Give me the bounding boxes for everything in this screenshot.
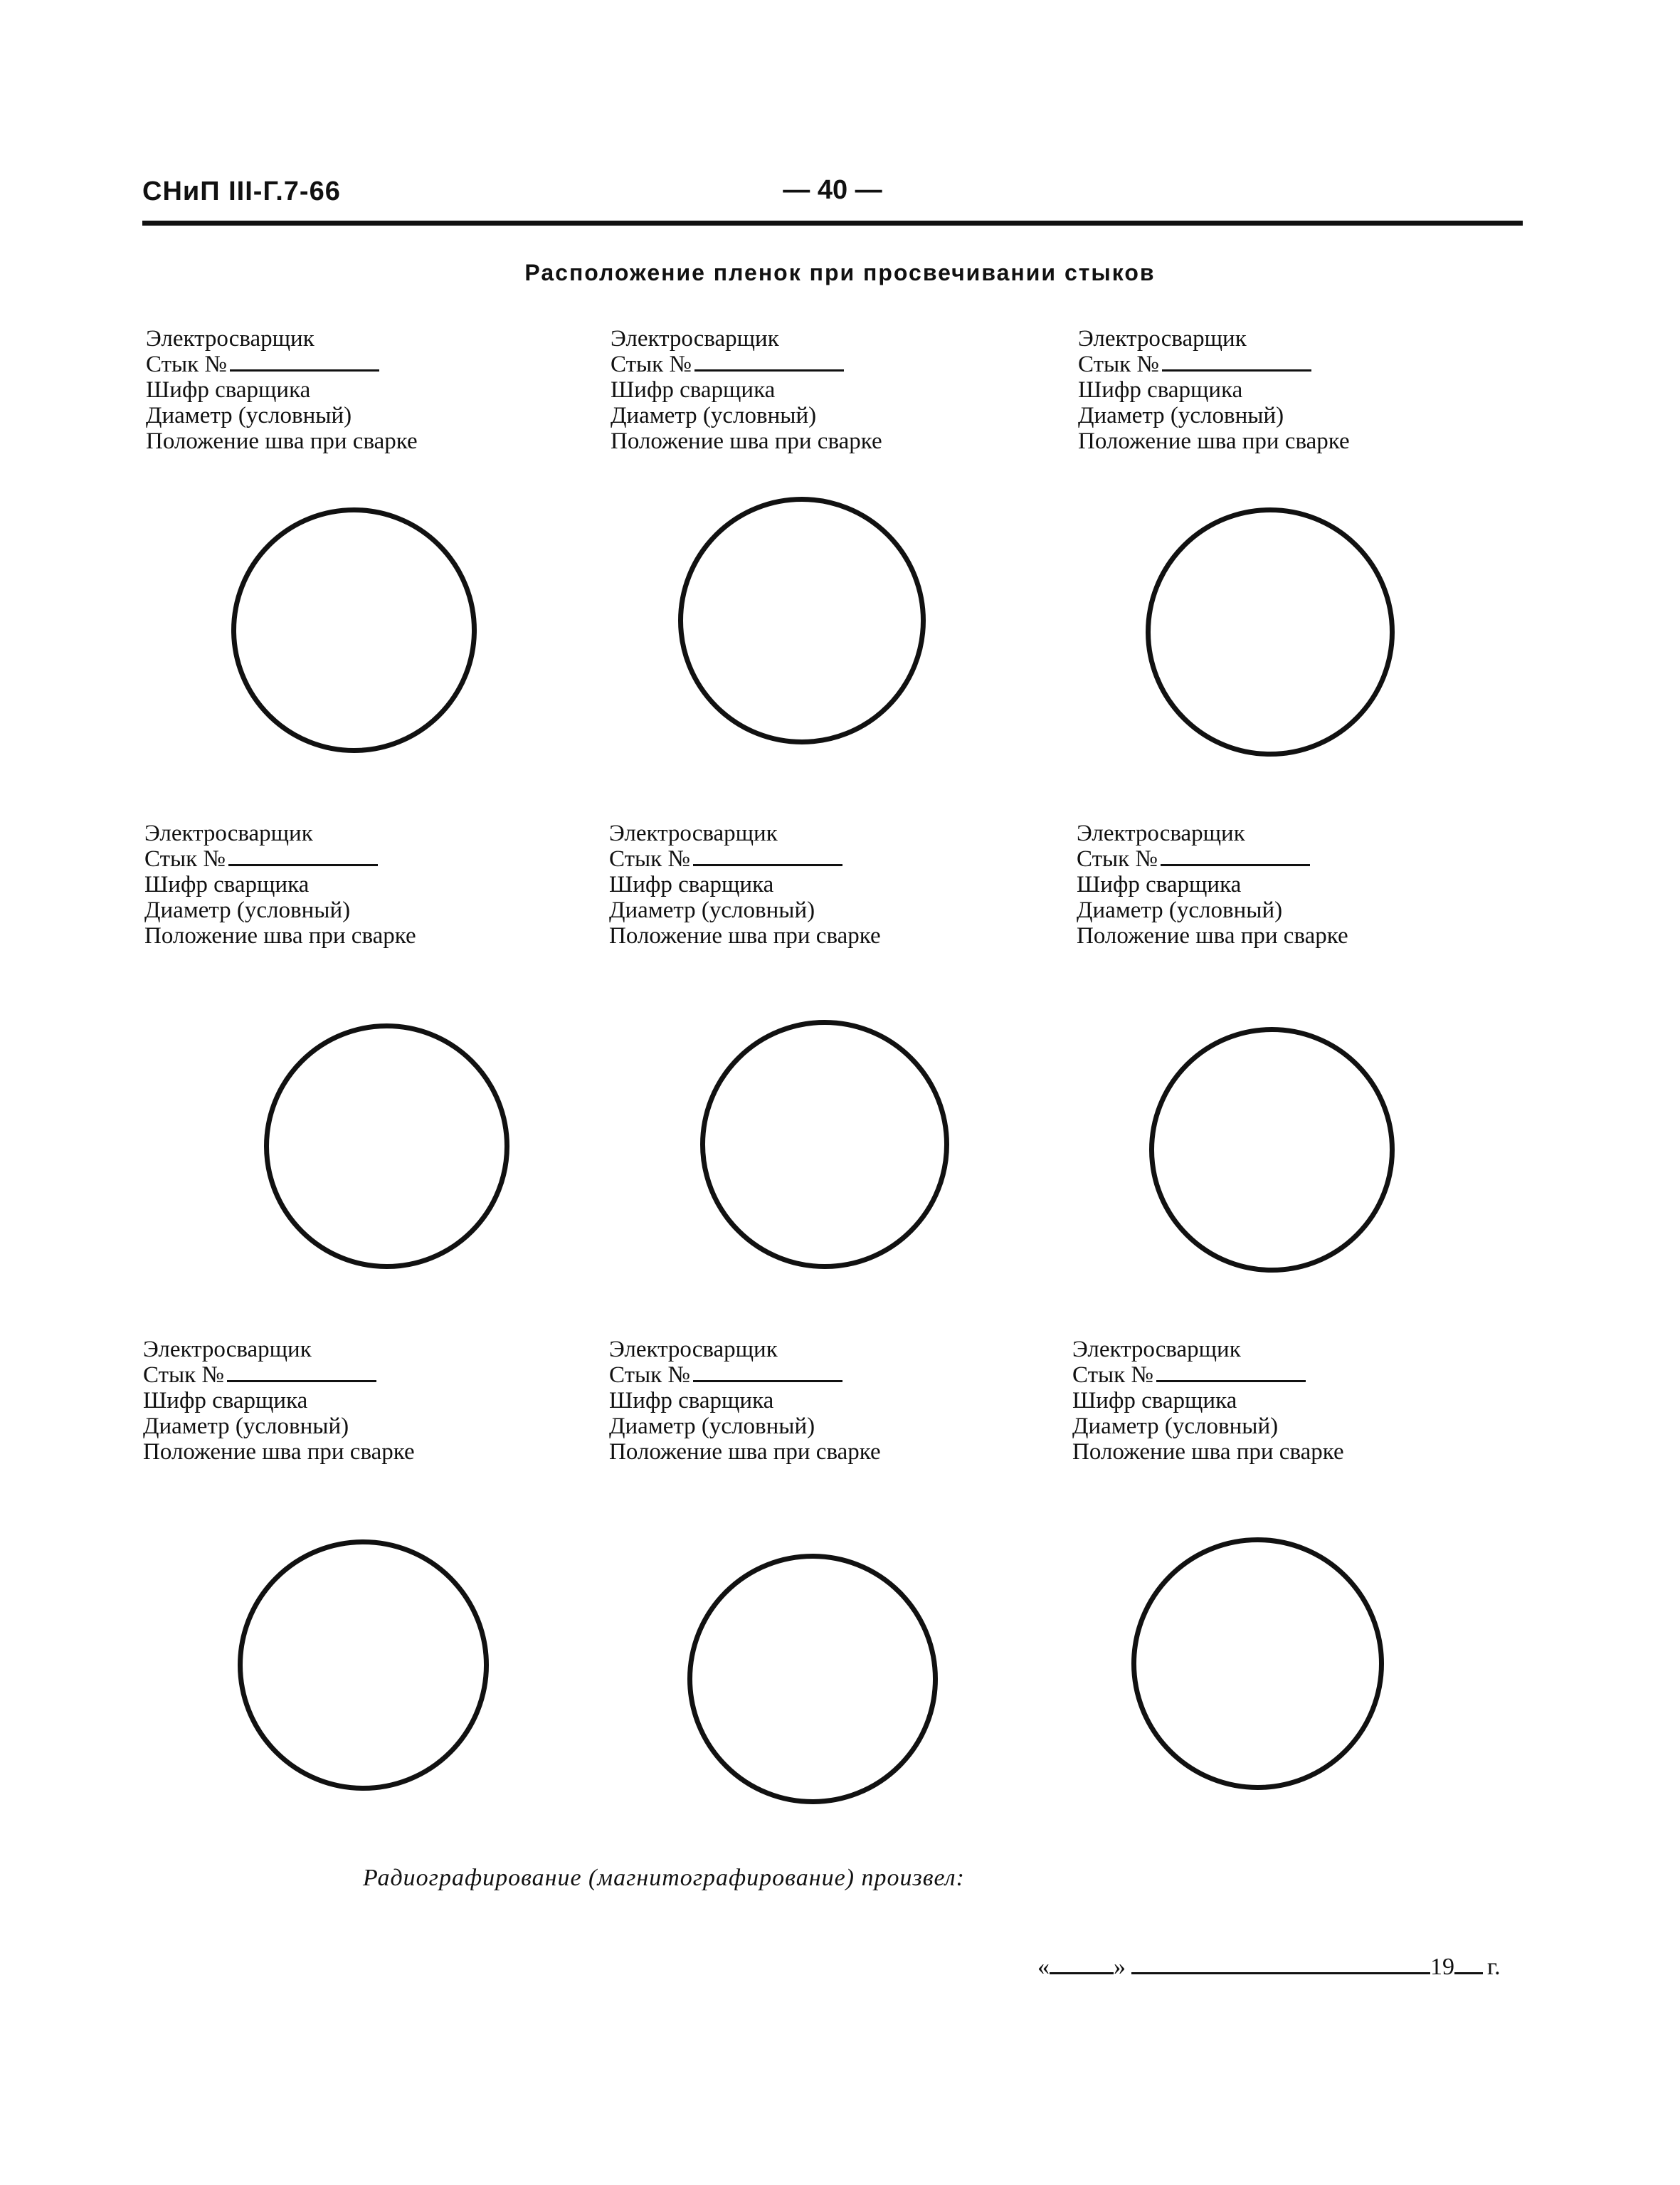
joint-number-label: Стык № [146,352,227,377]
joint-number-field[interactable] [230,352,379,372]
quote-close: » [1114,1954,1126,1980]
weld-position-label: Положение шва при сварке [1072,1439,1344,1465]
radiography-signature-label: Радиографирование (магнитографирование) произвел: [363,1865,965,1891]
weld-position-label: Положение шва при сварке [1078,428,1350,454]
year-prefix: 19 [1430,1954,1454,1980]
welder-cipher-label: Шифр сварщика [1077,872,1242,897]
joint-number-field[interactable] [693,847,842,866]
joint-number-label: Стык № [1072,1362,1153,1388]
joint-form-6 [1077,821,1475,1333]
joint-number-label: Стык № [143,1362,224,1388]
joint-number-label: Стык № [611,352,692,377]
joint-form-fields [609,1337,1008,1465]
welder-label: Электросварщик [1072,1337,1241,1362]
month-field[interactable] [1131,1954,1430,1974]
header-rule [142,221,1523,226]
welder-cipher-label: Шифр сварщика [1078,377,1243,403]
joint-number-row [1077,846,1475,872]
joint-form-2 [611,326,1009,838]
joint-form-fields [1077,821,1475,949]
joint-form-fields [1072,1337,1471,1465]
welder-cipher-label: Шифр сварщика [611,377,776,403]
joint-circle [238,1539,489,1791]
weld-position-label: Положение шва при сварке [609,923,881,949]
diameter-label: Диаметр (условный) [609,897,815,923]
joint-number-row [143,1362,541,1388]
joint-number-label: Стык № [1077,846,1158,872]
year-field[interactable] [1454,1954,1483,1974]
joint-circle [1149,1027,1395,1273]
diameter-label: Диаметр (условный) [143,1413,349,1439]
joint-circle [687,1554,938,1804]
welder-cipher-label: Шифр сварщика [146,377,311,403]
welder-label: Электросварщик [146,326,315,352]
joint-number-row [146,352,544,377]
joint-number-label: Стык № [144,846,226,872]
joint-form-fields [611,326,1009,454]
welder-cipher-label: Шифр сварщика [609,1388,774,1413]
welder-cipher-label: Шифр сварщика [143,1388,308,1413]
quote-open: « [1037,1954,1050,1980]
welder-cipher-label: Шифр сварщика [144,872,310,897]
joint-number-row [1078,352,1476,377]
joint-form-fields [146,326,544,454]
joint-number-row [144,846,543,872]
diameter-label: Диаметр (условный) [146,403,352,428]
welder-label: Электросварщик [609,821,778,846]
joint-number-row [611,352,1009,377]
diameter-label: Диаметр (условный) [609,1413,815,1439]
page-number: — 40 — [783,175,882,205]
joint-form-fields [609,821,1008,949]
joint-number-field[interactable] [228,847,378,866]
welder-cipher-label: Шифр сварщика [609,872,774,897]
joint-number-row [609,1362,1008,1388]
joint-form-8 [609,1337,1008,1849]
joint-number-field[interactable] [1161,847,1310,866]
joint-form-fields [143,1337,541,1465]
joint-form-1 [146,326,544,838]
joint-number-field[interactable] [693,1363,842,1382]
joint-form-9 [1072,1337,1471,1849]
welder-label: Электросварщик [144,821,313,846]
joint-number-row [609,846,1008,872]
joint-circle [678,497,926,744]
diameter-label: Диаметр (условный) [1072,1413,1279,1439]
date-line [1037,1954,1501,1981]
diameter-label: Диаметр (условный) [1078,403,1284,428]
weld-position-label: Положение шва при сварке [611,428,882,454]
joint-form-5 [609,821,1008,1333]
diameter-label: Диаметр (условный) [1077,897,1283,923]
joint-form-4 [144,821,543,1333]
joint-circle [700,1020,949,1269]
joint-circle [264,1023,509,1269]
joint-number-field[interactable] [1162,352,1311,372]
welder-label: Электросварщик [1078,326,1247,352]
weld-position-label: Положение шва при сварке [146,428,418,454]
joint-form-7 [143,1337,541,1849]
joint-number-label: Стык № [1078,352,1159,377]
page-title: Расположение пленок при просвечивании стыков [524,260,1156,285]
welder-label: Электросварщик [609,1337,778,1362]
diameter-label: Диаметр (условный) [144,897,351,923]
joint-form-fields [144,821,543,949]
joint-number-field[interactable] [1156,1363,1306,1382]
day-field[interactable] [1050,1954,1114,1974]
joint-circle [1146,507,1395,757]
page-header [142,171,1523,221]
weld-position-label: Положение шва при сварке [143,1439,415,1465]
joint-number-field[interactable] [227,1363,376,1382]
welder-cipher-label: Шифр сварщика [1072,1388,1237,1413]
welder-label: Электросварщик [1077,821,1245,846]
joint-circle [231,507,477,753]
welder-label: Электросварщик [143,1337,312,1362]
weld-position-label: Положение шва при сварке [1077,923,1348,949]
year-suffix: г. [1487,1954,1501,1980]
joint-form-3 [1078,326,1476,838]
document-code: СНиП III-Г.7-66 [142,177,341,206]
joint-number-label: Стык № [609,1362,690,1388]
weld-position-label: Положение шва при сварке [144,923,416,949]
joint-number-row [1072,1362,1471,1388]
weld-position-label: Положение шва при сварке [609,1439,881,1465]
welder-label: Электросварщик [611,326,779,352]
joint-number-label: Стык № [609,846,690,872]
joint-circle [1131,1537,1384,1790]
diameter-label: Диаметр (условный) [611,403,817,428]
joint-number-field[interactable] [694,352,844,372]
joint-form-fields [1078,326,1476,454]
